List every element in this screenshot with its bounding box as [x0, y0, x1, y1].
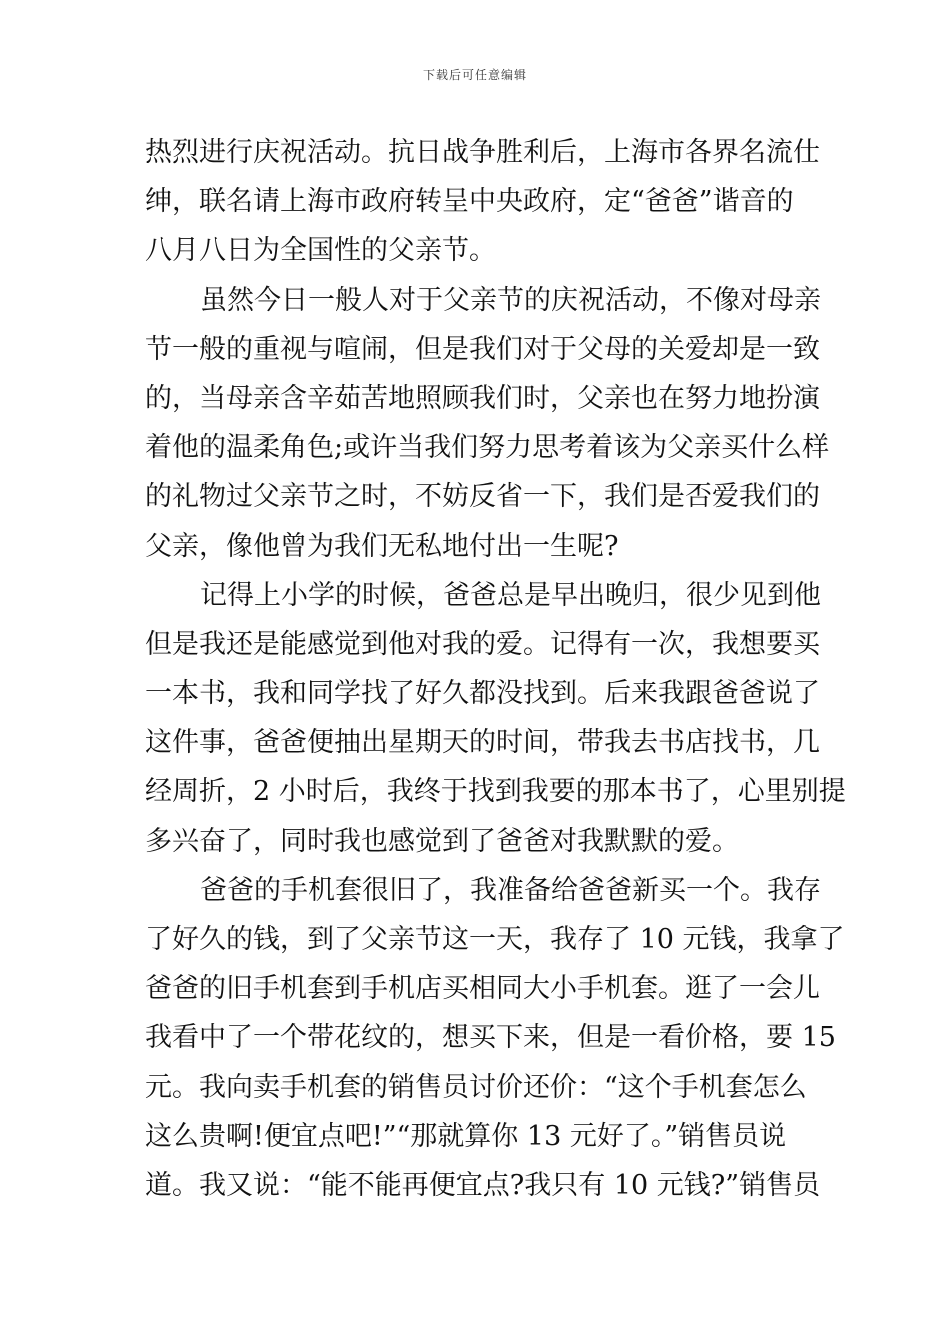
paragraph: [145, 571, 846, 866]
text-line: 着他的温柔角色;或许当我们努力思考着该为父亲买什么样: [145, 432, 830, 464]
text-line: 但是我还是能感觉到他对我的爱。记得有一次，我想要买: [145, 628, 820, 660]
text-line: 虽然今日一般人对于父亲节的庆祝活动，不像对母亲: [200, 284, 821, 316]
text-line: 热烈进行庆祝活动。抗日战争胜利后，上海市各界名流仕: [145, 137, 820, 168]
text-line: 了好久的钱，到了父亲节这一天，我存了 10 元钱，我拿了: [145, 924, 845, 955]
text-line: 绅，联名请上海市政府转呈中央政府，定“爸爸”谐音的: [145, 186, 794, 218]
text-line: 的礼物过父亲节之时，不妨反省一下，我们是否爱我们的: [145, 481, 820, 513]
text-line: 经周折，2 小时后，我终于找到我要的那本书了，心里别提: [145, 776, 846, 808]
text-line: 的，当母亲含辛茹苦地照顾我们时，父亲也在努力地扮演: [145, 382, 820, 414]
text-line: 这件事，爸爸便抽出星期天的时间，带我去书店找书，几: [145, 727, 820, 759]
body-text: [145, 128, 846, 1210]
text-line: 爸爸的手机套很旧了，我准备给爸爸新买一个。我存: [200, 874, 821, 906]
text-line: 一本书，我和同学找了好久都没找到。后来我跟爸爸说了: [145, 678, 820, 710]
text-line: 这么贵啊!便宜点吧!”“那就算你 13 元好了。”销售员说: [145, 1120, 787, 1152]
text-line: 道。我又说：“能不能再便宜点?我只有 10 元钱?”销售员: [145, 1169, 821, 1201]
text-line: 多兴奋了，同时我也感觉到了爸爸对我默默的爱。: [145, 825, 739, 857]
text-line: 记得上小学的时候，爸爸总是早出晚归，很少见到他: [200, 579, 821, 611]
paragraph: [145, 128, 820, 276]
text-line: 我看中了一个带花纹的，想买下来，但是一看价格，要 15: [145, 1022, 836, 1054]
text-line: 八月八日为全国性的父亲节。: [145, 235, 496, 267]
text-line: 元。我向卖手机套的销售员讨价还价：“这个手机套怎么: [145, 1071, 807, 1103]
paragraph: [145, 866, 845, 1210]
paragraph: [145, 276, 830, 571]
page-header: 下载后可任意编辑: [422, 68, 527, 82]
text-line: 节一般的重视与喧闹，但是我们对于父母的关爱却是一致: [145, 333, 820, 365]
text-line: 父亲，像他曾为我们无私地付出一生呢?: [145, 530, 619, 562]
text-line: 爸爸的旧手机套到手机店买相同大小手机套。逛了一会儿: [145, 973, 820, 1005]
